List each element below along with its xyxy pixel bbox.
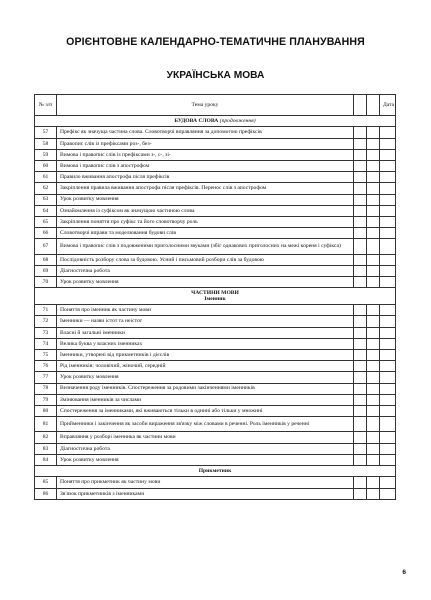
row-date (380, 349, 396, 360)
row-extra-1 (354, 239, 367, 254)
header-topic: Тема уроку (57, 95, 354, 116)
table-row (35, 488, 396, 499)
row-date (380, 327, 396, 338)
row-extra-2 (367, 254, 380, 265)
row-date (380, 138, 396, 149)
table-header-row (35, 95, 396, 116)
row-number: 86 (35, 488, 57, 499)
row-topic: Вимова і правопис слів з апострофом (57, 160, 354, 171)
row-extra-1 (354, 417, 367, 432)
row-extra-2 (367, 160, 380, 171)
table-row (35, 160, 396, 171)
row-date (380, 205, 396, 216)
row-extra-1 (354, 228, 367, 239)
table-row (35, 183, 396, 194)
table-row (35, 127, 396, 138)
row-extra-2 (367, 265, 380, 276)
row-number: 61 (35, 172, 57, 183)
page-title: ОРІЄНТОВНЕ КАЛЕНДАРНО-ТЕМАТИЧНЕ ПЛАНУВАННЯ (66, 36, 365, 48)
row-extra-1 (354, 361, 367, 372)
row-extra-1 (354, 216, 367, 227)
table-row (35, 194, 396, 205)
row-topic: Урок розвитку мовлення (57, 194, 354, 205)
row-date (380, 432, 396, 443)
row-topic: Послідовність розбору слова за будовою. Усний і письмовий розбори слів за будовою (57, 254, 354, 265)
row-topic: Словотворчі вправи та моделювання будови слів (57, 228, 354, 239)
row-date (380, 372, 396, 383)
section-subtitle: Іменник (204, 296, 226, 303)
row-date (380, 216, 396, 227)
row-date (380, 194, 396, 205)
row-extra-1 (354, 265, 367, 276)
row-extra-1 (354, 349, 367, 360)
row-date (380, 394, 396, 405)
row-number: 77 (35, 372, 57, 383)
row-extra-2 (367, 417, 380, 432)
table-row (35, 254, 396, 265)
row-date (380, 172, 396, 183)
row-date (380, 239, 396, 254)
row-date (380, 160, 396, 171)
row-extra-2 (367, 394, 380, 405)
row-topic: Вимова і правопис слів із префіксами з-, с-, зі- (57, 149, 354, 160)
section-title: ЧАСТИНИ МОВИ (191, 289, 239, 296)
table-row (35, 239, 396, 254)
row-extra-1 (354, 338, 367, 349)
row-date (380, 254, 396, 265)
row-topic: Поняття про прикметник як частину мови (57, 477, 354, 488)
row-topic: Правило вживання апострофа після префіксів (57, 172, 354, 183)
table-row (35, 265, 396, 276)
header-empty-2 (367, 95, 380, 116)
page-number: 6 (402, 569, 406, 576)
table-row (35, 228, 396, 239)
row-date (380, 477, 396, 488)
table-row (35, 432, 396, 443)
table-row (35, 316, 396, 327)
row-topic: Рід іменників: чоловічий, жіночий, середній (57, 361, 354, 372)
row-extra-2 (367, 183, 380, 194)
plan-table (34, 94, 396, 500)
row-extra-2 (367, 454, 380, 465)
row-topic: Урок розвитку мовлення (57, 277, 354, 288)
row-number: 79 (35, 394, 57, 405)
section-title: Прикметник (198, 468, 232, 475)
row-date (380, 316, 396, 327)
row-topic: Префікс як значуща частина слова. Словотворчі вправляння за допомогою префіксів (57, 127, 354, 138)
row-number: 62 (35, 183, 57, 194)
row-extra-2 (367, 149, 380, 160)
row-date (380, 405, 396, 416)
row-date (380, 305, 396, 316)
row-topic: Власні й загальні іменники (57, 327, 354, 338)
row-number: 75 (35, 349, 57, 360)
row-extra-1 (354, 149, 367, 160)
row-topic: Іменники, утворені від прикметників і дієслів (57, 349, 354, 360)
row-extra-1 (354, 488, 367, 499)
row-extra-1 (354, 305, 367, 316)
table-body (35, 116, 396, 500)
row-extra-1 (354, 443, 367, 454)
row-number: 65 (35, 216, 57, 227)
table-row (35, 443, 396, 454)
row-extra-2 (367, 277, 380, 288)
row-number: 72 (35, 316, 57, 327)
row-number: 68 (35, 254, 57, 265)
row-extra-2 (367, 477, 380, 488)
row-date (380, 127, 396, 138)
row-number: 64 (35, 205, 57, 216)
row-extra-2 (367, 305, 380, 316)
row-extra-2 (367, 432, 380, 443)
row-topic: Урок розвитку мовлення (57, 372, 354, 383)
row-number: 85 (35, 477, 57, 488)
row-topic: Спостереження за іменниками, які вживаються тільки в однині або тільки у множині (57, 405, 354, 416)
row-number: 57 (35, 127, 57, 138)
table-row (35, 349, 396, 360)
row-date (380, 228, 396, 239)
row-topic: Закріплення правила вживання апострофа після префіксів. Перенос слів з апострофом (57, 183, 354, 194)
header-num: № з/п (35, 95, 57, 116)
row-number: 70 (35, 277, 57, 288)
row-number: 63 (35, 194, 57, 205)
table-row (35, 138, 396, 149)
row-date (380, 383, 396, 394)
row-date (380, 338, 396, 349)
row-extra-2 (367, 338, 380, 349)
row-extra-1 (354, 316, 367, 327)
row-number: 58 (35, 138, 57, 149)
row-date (380, 443, 396, 454)
row-extra-2 (367, 405, 380, 416)
row-extra-1 (354, 127, 367, 138)
row-date (380, 361, 396, 372)
row-extra-2 (367, 443, 380, 454)
row-extra-1 (354, 183, 367, 194)
row-extra-2 (367, 216, 380, 227)
table-row (35, 277, 396, 288)
row-number: 76 (35, 361, 57, 372)
row-number: 71 (35, 305, 57, 316)
row-extra-1 (354, 254, 367, 265)
row-topic: Поняття про іменник як частину мови (57, 305, 354, 316)
row-extra-1 (354, 160, 367, 171)
table-row (35, 338, 396, 349)
row-date (380, 454, 396, 465)
row-date (380, 488, 396, 499)
row-extra-1 (354, 454, 367, 465)
row-topic: Урок розвитку мовлення (57, 454, 354, 465)
row-extra-1 (354, 205, 367, 216)
row-extra-1 (354, 383, 367, 394)
row-topic: Правопис слів із префіксами роз-, без- (57, 138, 354, 149)
header-empty-1 (354, 95, 367, 116)
row-topic: Закріплення поняття про суфікс та його словотворчу роль (57, 216, 354, 227)
table-row (35, 361, 396, 372)
row-extra-2 (367, 372, 380, 383)
row-date (380, 277, 396, 288)
row-extra-2 (367, 239, 380, 254)
table-row (35, 477, 396, 488)
row-number: 60 (35, 160, 57, 171)
row-extra-2 (367, 383, 380, 394)
table-row (35, 454, 396, 465)
row-number: 84 (35, 454, 57, 465)
row-number: 78 (35, 383, 57, 394)
page-subtitle: УКРАЇНСЬКА МОВА (166, 70, 265, 81)
row-topic: Діагностична робота (57, 443, 354, 454)
row-date (380, 417, 396, 432)
row-topic: Ознайомлення із суфіксом як значущою частиною слова (57, 205, 354, 216)
row-extra-2 (367, 194, 380, 205)
row-number: 73 (35, 327, 57, 338)
row-date (380, 265, 396, 276)
row-extra-1 (354, 194, 367, 205)
table-row (35, 372, 396, 383)
table-row (35, 216, 396, 227)
section-row (35, 466, 396, 477)
row-extra-1 (354, 327, 367, 338)
row-topic: Велика буква у власних іменниках (57, 338, 354, 349)
row-extra-2 (367, 316, 380, 327)
section-heading (35, 288, 396, 305)
row-extra-1 (354, 138, 367, 149)
row-extra-1 (354, 405, 367, 416)
row-number: 59 (35, 149, 57, 160)
table-row (35, 394, 396, 405)
section-note: (продовження) (219, 118, 256, 125)
row-extra-2 (367, 205, 380, 216)
row-extra-2 (367, 138, 380, 149)
row-topic: Вимова і правопис слів з подовженими приголосними звуками (збіг однакових приголосних на межі кореня і суфікса) (57, 239, 354, 254)
row-topic: Діагностична робота (57, 265, 354, 276)
row-number: 82 (35, 432, 57, 443)
row-extra-2 (367, 228, 380, 239)
table-row (35, 417, 396, 432)
row-extra-1 (354, 172, 367, 183)
table-row (35, 205, 396, 216)
row-date (380, 183, 396, 194)
row-extra-2 (367, 349, 380, 360)
table-row (35, 172, 396, 183)
row-number: 67 (35, 239, 57, 254)
row-topic: Змінювання іменників за числами (57, 394, 354, 405)
row-extra-1 (354, 277, 367, 288)
table-row (35, 383, 396, 394)
section-title: БУДОВА СЛОВА (174, 118, 219, 125)
section-heading (35, 466, 396, 477)
row-date (380, 149, 396, 160)
row-extra-1 (354, 477, 367, 488)
row-topic: Зв'язок прикметників з іменниками (57, 488, 354, 499)
row-number: 81 (35, 417, 57, 432)
row-number: 66 (35, 228, 57, 239)
row-extra-2 (367, 488, 380, 499)
section-row (35, 116, 396, 127)
row-extra-2 (367, 327, 380, 338)
row-number: 83 (35, 443, 57, 454)
section-heading (35, 116, 396, 127)
row-number: 74 (35, 338, 57, 349)
table-row (35, 405, 396, 416)
header-date: Дата (380, 95, 396, 116)
row-number: 80 (35, 405, 57, 416)
row-extra-1 (354, 372, 367, 383)
row-topic: Іменники — назви істот та неістот (57, 316, 354, 327)
table-row (35, 305, 396, 316)
row-extra-1 (354, 394, 367, 405)
row-extra-2 (367, 361, 380, 372)
row-topic: Визначення роду іменників. Спостереження за родовими закінченнями іменників (57, 383, 354, 394)
table-row (35, 327, 396, 338)
row-extra-1 (354, 432, 367, 443)
table-row (35, 149, 396, 160)
row-topic: Прийменники і закінчення як засоби вираження зв'язку між словами в реченні. Роль іменників у реченні (57, 417, 354, 432)
row-extra-2 (367, 127, 380, 138)
section-row (35, 288, 396, 305)
row-extra-2 (367, 172, 380, 183)
row-topic: Вправляння у розборі іменника як частини мови (57, 432, 354, 443)
row-number: 69 (35, 265, 57, 276)
